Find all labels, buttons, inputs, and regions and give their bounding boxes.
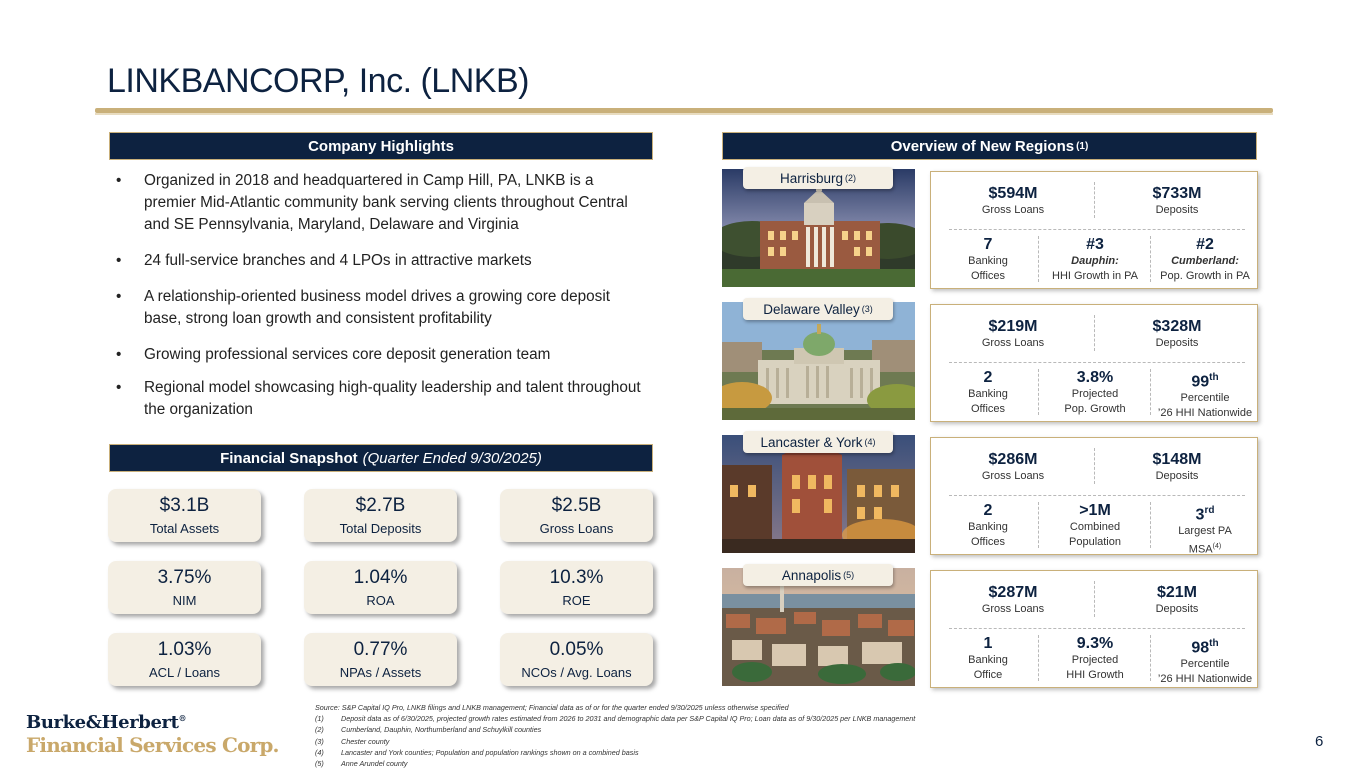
metric-card-total-deposits — [304, 489, 457, 542]
stat-value: 9.3% — [1076, 635, 1114, 652]
annapolis-stats — [930, 570, 1258, 688]
stat-label: Cumberland: — [1171, 255, 1239, 267]
stat-value — [1153, 368, 1257, 391]
footnote — [315, 736, 915, 747]
highlight-item — [116, 170, 646, 236]
lancaster-york-stats — [930, 437, 1258, 555]
stat-label: ’26 HHI Nationwide — [1157, 673, 1253, 686]
stat-label: Dauphin: — [1071, 255, 1119, 267]
stat-label: Offices — [970, 403, 1006, 415]
gross-loans-value: $287M — [988, 584, 1038, 601]
stat-label: Offices — [970, 270, 1006, 282]
divider — [1150, 369, 1151, 415]
gross-loans-value: $594M — [988, 185, 1038, 202]
stat-label: ’26 HHI Nationwide — [1157, 407, 1253, 420]
highlight-text: 24 full-service branches and 4 LPOs in attractive markets — [144, 252, 532, 269]
highlight-text: Growing professional services core deposit generation team — [144, 346, 551, 363]
deposits-value: $733M — [1152, 185, 1202, 202]
bullet-icon: • — [116, 172, 122, 189]
divider — [1038, 369, 1039, 415]
metric-card-npas-assets — [304, 633, 457, 686]
deposits-value: $328M — [1152, 318, 1202, 335]
company-highlights-header-text: Company Highlights — [308, 137, 454, 155]
divider — [1150, 236, 1151, 282]
divider — [949, 362, 1245, 363]
stat-label: HHI Growth in PA — [1052, 270, 1138, 282]
metric-card-roa — [304, 561, 457, 614]
footnote-text: Deposit data as of 6/30/2025, projected growth rates estimated from 2026 to 2031 and demographic data per S&P Capital IQ Pro; Loan data as of 9/30/2025 per LNKB management — [341, 714, 916, 724]
stat-footnote: (4) — [1212, 543, 1222, 551]
divider — [1038, 635, 1039, 681]
highlights-list — [116, 170, 646, 435]
company-logo-line2: Financial Services Corp. — [26, 733, 279, 757]
bullet-icon: • — [116, 346, 122, 363]
regions-header-text: Overview of New Regions — [890, 137, 1075, 155]
stat-label: Banking — [968, 388, 1008, 400]
gross-loans-label: Gross Loans — [981, 337, 1045, 349]
stat-ordinal: th — [1209, 638, 1219, 649]
metric-card-gross-loans — [500, 489, 653, 542]
deposits-value: $148M — [1152, 451, 1202, 468]
company-logo-line1 — [26, 712, 186, 733]
stat-label: Population — [1069, 536, 1121, 548]
stat-label: Percentile — [1180, 392, 1230, 405]
stat-number: 99 — [1191, 373, 1210, 391]
stat-value — [1153, 501, 1257, 524]
metric-value: 10.3% — [549, 567, 604, 588]
metric-card-ncos-loans — [500, 633, 653, 686]
footnote — [315, 747, 915, 758]
delaware-valley-stats — [930, 304, 1258, 422]
metric-label: ROA — [366, 593, 395, 608]
stat-label: Pop. Growth in PA — [1160, 270, 1250, 282]
footnote-text: Lancaster and York counties; Population and population rankings shown on a combined basis — [341, 747, 639, 757]
bullet-icon: • — [116, 252, 122, 269]
deposits-label: Deposits — [1155, 337, 1199, 349]
stat-label: Combined — [1069, 521, 1121, 533]
highlight-text: A relationship-oriented business model drives a growing core deposit base, strong loan growth and consistent profitability — [144, 288, 610, 327]
metric-label: ACL / Loans — [148, 665, 221, 680]
metric-value: 0.05% — [549, 639, 604, 660]
stat-number: 3 — [1195, 506, 1205, 524]
metric-label: NCOs / Avg. Loans — [521, 665, 632, 680]
financial-snapshot-header — [109, 444, 653, 472]
metric-label: ROE — [562, 593, 591, 608]
stat-ordinal: rd — [1204, 505, 1215, 516]
footnote — [315, 724, 915, 735]
stat-value: 2 — [983, 502, 993, 519]
metric-value: 0.77% — [353, 639, 408, 660]
title-underline-shadow — [95, 113, 1273, 115]
highlight-item — [116, 344, 646, 366]
deposits-value: $21M — [1156, 584, 1198, 601]
financial-snapshot-period: (Quarter Ended 9/30/2025) — [362, 449, 542, 467]
footnote-number: (5) — [315, 759, 324, 768]
stat-label: Percentile — [1180, 658, 1230, 671]
gross-loans-value: $219M — [988, 318, 1038, 335]
stat-value: 1 — [983, 635, 993, 652]
stat-value: #2 — [1196, 236, 1214, 253]
footnote-text: Cumberland, Dauphin, Northumberland and Schuylkill counties — [341, 725, 542, 735]
stat-label: Projected — [1071, 654, 1119, 666]
metric-label: Total Assets — [149, 521, 220, 536]
metric-label: Gross Loans — [539, 521, 614, 536]
bullet-icon: • — [116, 379, 122, 396]
source-note: Source: S&P Capital IQ Pro, LNKB filings and LNKB management; Financial data as of or for the quarter ended 9/30/2025 unless otherwise specified — [315, 703, 789, 712]
deposits-label: Deposits — [1155, 204, 1199, 216]
divider — [1150, 635, 1151, 681]
highlight-item — [116, 377, 646, 421]
divider — [949, 495, 1245, 496]
lancaster-york-label — [743, 431, 893, 453]
highlight-item — [116, 286, 646, 330]
gross-loans-label: Gross Loans — [981, 470, 1045, 482]
stat-value: #3 — [1086, 236, 1104, 253]
stat-value: 7 — [983, 236, 993, 253]
footnote — [315, 758, 915, 768]
stat-label: Offices — [970, 536, 1006, 548]
region-name: Delaware Valley — [763, 301, 860, 317]
stat-label — [1153, 539, 1257, 558]
footnote-number: (4) — [315, 747, 324, 757]
gross-loans-label: Gross Loans — [981, 603, 1045, 615]
metric-card-roe — [500, 561, 653, 614]
stat-number: 98 — [1191, 639, 1210, 657]
highlight-text: Organized in 2018 and headquartered in Camp Hill, PA, LNKB is a premier Mid-Atlantic community bank serving clients throughout Central and SE Pennsylvania, Maryland, Delaware and Virginia — [144, 172, 628, 233]
stat-value: >1M — [1079, 502, 1111, 519]
divider — [1038, 236, 1039, 282]
metric-value: $2.7B — [355, 495, 406, 516]
stat-label: Office — [973, 669, 1003, 681]
footnotes — [315, 702, 915, 768]
region-name: Annapolis — [781, 567, 842, 583]
divider — [949, 229, 1245, 230]
divider — [949, 628, 1245, 629]
footnote-number: (3) — [315, 736, 324, 746]
stat-value: 3.8% — [1076, 369, 1114, 386]
company-highlights-header — [109, 132, 653, 160]
region-footnote: (2) — [845, 173, 857, 183]
region-footnote: (3) — [861, 304, 873, 314]
registered-mark: ® — [178, 713, 187, 723]
footnote-number: (1) — [315, 714, 324, 724]
logo-text: Burke&Herbert — [26, 712, 179, 733]
metric-value: 3.75% — [157, 567, 212, 588]
region-name: Lancaster & York — [760, 434, 863, 450]
deposits-label: Deposits — [1155, 470, 1199, 482]
harrisburg-stats — [930, 171, 1258, 289]
highlight-text: Regional model showcasing high-quality leadership and talent throughout the organization — [144, 379, 641, 418]
stat-label: Banking — [968, 255, 1008, 267]
stat-value: 2 — [983, 369, 993, 386]
footnote-text: Chester county — [341, 736, 390, 746]
metric-card-total-assets — [108, 489, 261, 542]
delaware-valley-label — [743, 298, 893, 320]
footnote-text: Anne Arundel county — [341, 759, 408, 768]
stat-label: Pop. Growth — [1064, 403, 1126, 415]
metric-card-acl-loans — [108, 633, 261, 686]
stat-ordinal: th — [1209, 372, 1219, 383]
metric-value: $3.1B — [159, 495, 210, 516]
regions-header — [722, 132, 1257, 160]
page-title: LINKBANCORP, Inc. (LNKB) — [107, 62, 529, 100]
stat-label: Largest PA — [1178, 525, 1232, 538]
stat-value — [1153, 634, 1257, 657]
metric-value: $2.5B — [551, 495, 602, 516]
metric-value: 1.04% — [353, 567, 408, 588]
region-footnote: (5) — [843, 570, 855, 580]
metric-label: NPAs / Assets — [339, 665, 422, 680]
divider — [1150, 502, 1151, 548]
financial-snapshot-header-text: Financial Snapshot — [220, 449, 358, 467]
regions-header-footnote: (1) — [1076, 140, 1089, 152]
highlight-item — [116, 250, 646, 272]
stat-label: Banking — [968, 521, 1008, 533]
footnote — [315, 713, 915, 724]
region-footnote: (4) — [864, 437, 876, 447]
footnote-number: (2) — [315, 725, 324, 735]
annapolis-label — [743, 564, 893, 586]
metric-value: 1.03% — [157, 639, 212, 660]
stat-label: Banking — [968, 654, 1008, 666]
deposits-label: Deposits — [1155, 603, 1199, 615]
harrisburg-label — [743, 167, 893, 189]
region-name: Harrisburg — [779, 170, 844, 186]
metric-label: Total Deposits — [339, 521, 422, 536]
stat-label-text: MSA — [1188, 543, 1213, 556]
divider — [1038, 502, 1039, 548]
stat-label: HHI Growth — [1066, 669, 1124, 681]
metric-label: NIM — [172, 593, 197, 608]
page-number: 6 — [1315, 733, 1324, 750]
gross-loans-label: Gross Loans — [981, 204, 1045, 216]
metric-card-nim — [108, 561, 261, 614]
stat-label: Projected — [1071, 388, 1119, 400]
bullet-icon: • — [116, 288, 122, 305]
gross-loans-value: $286M — [988, 451, 1038, 468]
